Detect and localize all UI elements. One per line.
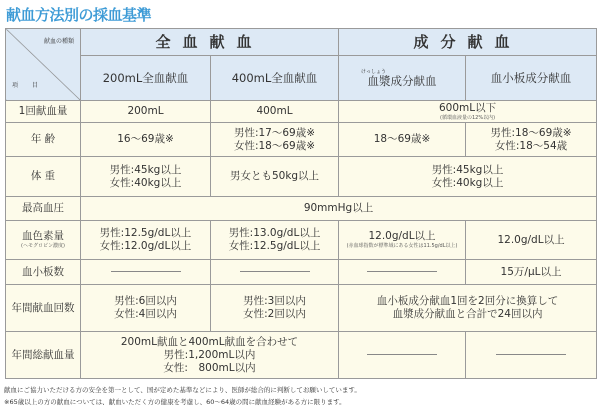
table-row — [6, 123, 597, 157]
cell: 男女とも50kg以上 — [211, 157, 339, 197]
cell-note: (循環血液量の12%以内) — [440, 114, 496, 121]
cell-line: 女性:12.0g/dL以上 — [99, 240, 192, 252]
plasma-ruby: けっしょう — [361, 68, 387, 75]
plasma-label: 血漿成分献血 — [367, 73, 437, 88]
table-row — [6, 285, 597, 332]
cell — [339, 221, 466, 260]
blood-donation-criteria-table — [5, 28, 597, 379]
table-row — [6, 332, 597, 379]
cell — [81, 260, 211, 285]
row-label: 血小板数 — [6, 260, 81, 285]
cell-line: 男性:6回以内 — [114, 295, 177, 307]
cell-line: 男性:45kg以上 — [431, 163, 504, 176]
cell-line: 女性:12.5g/dL以上 — [228, 240, 321, 252]
cell — [81, 157, 211, 197]
cell-note: (赤血球指数が標準域にある女性は11.5g/dL以上) — [346, 243, 458, 249]
col-platelet: 血小板成分献血 — [466, 56, 597, 101]
cell-text: 600mL以下 — [438, 101, 497, 114]
cell — [339, 157, 597, 197]
cell-line: 男性:18〜69歳※ — [490, 126, 572, 139]
cell-line: 男性:12.5g/dL以上 — [99, 227, 192, 239]
cell-line: 女性:4回以内 — [114, 308, 177, 320]
cell-line: 血小板成分献血1回を2回分に換算して — [376, 295, 559, 307]
cell: 400mL — [211, 101, 339, 123]
cell-line: 女性: 800mL以内 — [163, 361, 256, 374]
row-label: 年間総献血量 — [6, 332, 81, 379]
cell: 16〜69歳※ — [81, 123, 211, 157]
dash — [496, 354, 566, 355]
cell: 18〜69歳※ — [339, 123, 466, 157]
cell — [81, 285, 211, 332]
col-plasma — [339, 56, 466, 101]
cell-line: 男性:45kg以上 — [109, 163, 182, 176]
table-row — [6, 197, 597, 221]
header-row-method — [6, 56, 597, 101]
cell-line: 男性:3回以内 — [243, 295, 306, 307]
row-label: 年間献血回数 — [6, 285, 81, 332]
cell — [466, 123, 597, 157]
cell-line: 血漿成分献血と合計で24回以内 — [392, 308, 543, 320]
cell — [211, 260, 339, 285]
whole-blood-header: 全血献血 — [81, 29, 339, 56]
dash — [240, 271, 310, 272]
cell — [81, 332, 339, 379]
cell: 90mmHg以上 — [81, 197, 597, 221]
cell-line: 女性:18〜69歳※ — [233, 139, 316, 152]
cell — [339, 285, 597, 332]
cell: 12.0g/dL以上 — [466, 221, 597, 260]
table-row — [6, 221, 597, 260]
cell-line: 女性:40kg以上 — [431, 176, 504, 189]
row-label: 年 齢 — [6, 123, 81, 157]
page-title: 献血方法別の採血基準 — [6, 6, 152, 24]
corner-bottom-label: 項 目 — [12, 82, 44, 89]
row-label — [6, 221, 81, 260]
corner-cell — [6, 29, 81, 101]
dash — [367, 271, 437, 272]
cell-line: 男性:17〜69歳※ — [233, 126, 316, 139]
cell: 15万/μL以上 — [466, 260, 597, 285]
header-row-type — [6, 29, 597, 56]
row-label: 体 重 — [6, 157, 81, 197]
cell — [339, 260, 466, 285]
cell — [211, 123, 339, 157]
footer-note-1: 献血にご協力いただける方の安全を第一として、国が定めた基準などにより、医師が総合的に判断してお願いしています。 — [4, 386, 361, 394]
cell — [339, 101, 597, 123]
dash — [111, 271, 181, 272]
cell-line: 女性:2回以内 — [243, 308, 306, 320]
row-label-note: (ヘモグロビン濃度) — [21, 243, 65, 249]
dash — [367, 354, 437, 355]
cell-line: 200mL献血と400mL献血を合わせて — [120, 335, 299, 348]
table-row — [6, 260, 597, 285]
cell — [211, 221, 339, 260]
cell-line: 男性:13.0g/dL以上 — [228, 227, 321, 239]
table-row — [6, 157, 597, 197]
corner-top-label: 献血の種類 — [43, 38, 74, 45]
row-label: 最高血圧 — [6, 197, 81, 221]
cell — [339, 332, 466, 379]
table-row — [6, 101, 597, 123]
component-header: 成分献血 — [339, 29, 597, 56]
col-200ml: 200mL全血献血 — [81, 56, 211, 101]
cell-text: 12.0g/dL以上 — [368, 230, 436, 242]
cell — [466, 332, 597, 379]
cell — [211, 285, 339, 332]
cell-line: 女性:40kg以上 — [109, 176, 182, 189]
footer-note-2: ※65歳以上の方の献血については、献血いただく方の健康を考慮し、60〜64歳の間に献血経験がある方に限ります。 — [4, 398, 346, 406]
row-label-text: 血色素量 — [22, 230, 64, 242]
row-label: 1回献血量 — [6, 101, 81, 123]
cell: 200mL — [81, 101, 211, 123]
cell-line: 女性:18〜54歳 — [494, 139, 568, 152]
col-400ml: 400mL全血献血 — [211, 56, 339, 101]
cell-line: 男性:1,200mL以内 — [163, 348, 256, 361]
cell — [81, 221, 211, 260]
